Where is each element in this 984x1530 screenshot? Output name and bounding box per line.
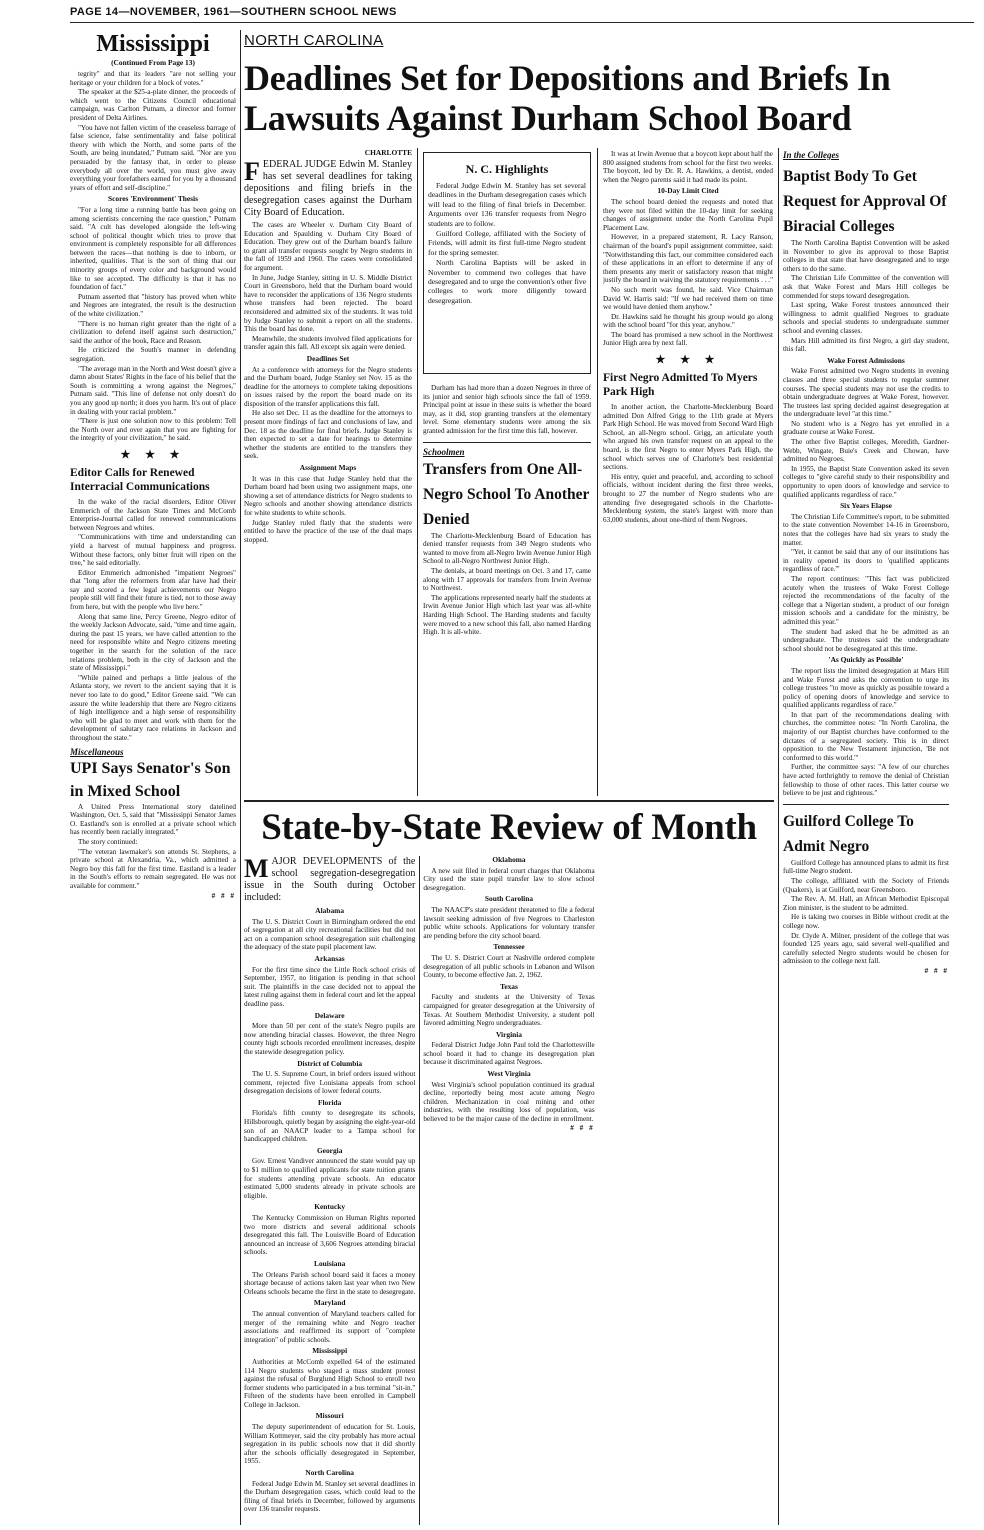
paragraph: In June, Judge Stanley, sitting in U. S. Middle District Court in Greensboro, held that the Durham board would have to reconsider the applications of 136 Negro students whose transfers had been rejected. The board reconsidered and admitted six of the students. It was told by Judge Stanley to submit a report on all the students. This the board has done. (244, 273, 412, 334)
state-paragraph: The U. S. District Court at Nashville ordered complete desegregation of all public schools in Lebanon and Wilson County, to become effective Jan. 2, 1962. (423, 953, 595, 980)
paragraph: He is taking two courses in Bible without credit at the college now. (783, 913, 949, 930)
paragraph: "There is just one solution now to this problem: Tell the North over and over again that you are fighting for the integrity of your civilization," he said. (70, 417, 236, 443)
state-subhead: West Virginia (487, 1069, 531, 1079)
drop-cap: F (244, 157, 260, 186)
paragraph: The Christian Life Committee's report, to be submitted to the state convention November 14-16 in Greensboro, notes that the colleges have had six years to study the matter. (783, 512, 949, 547)
running-head: PAGE 14—NOVEMBER, 1961—SOUTHERN SCHOOL NEWS (70, 6, 397, 18)
paragraph: No student who is a Negro has yet enrolled in a graduate course at Wake Forest. (783, 419, 949, 437)
paragraph: He also set Dec. 11 as the deadline for the attorneys to present more findings of fact and conclusions of law, and Dec. 18 as the deadline for final briefs. Judge Stanley is then expected to set a date for hearings to determine whether the students are entitled to the transfers they seek. (244, 409, 412, 461)
paragraph: The other five Baptist colleges, Meredith, Gardner-Webb, Wingate, Buie's Creek and Chowan, have admitted no Negroes. (783, 438, 949, 464)
column-rule (778, 148, 779, 1525)
guilford-headline: Guilford College To Admit Negro (783, 812, 914, 855)
paragraph: tegrity" and that its leaders "are not selling your heritage or your children for a block of votes." (70, 70, 236, 87)
lead-text: EDERAL JUDGE Edwin M. Stanley has set several deadlines for taking depositions and filing briefs in the desegregation cases against the Durham City Board of Education. (244, 159, 412, 218)
section-stars: ★ ★ ★ (120, 448, 186, 461)
state-paragraph: The U. S. District Court in Birmingham ordered the end of segregation at all city recreational facilities but did not act on a companion school desegregation suit challenging the adequacy of the state pupil placement law. (244, 917, 416, 952)
state-subhead: Louisiana (314, 1258, 346, 1268)
paragraph: North Carolina Baptists will be asked in November to commend two colleges that have desegregated and to urge the convention's other five colleges to work more diligently toward desegregation. (428, 258, 586, 305)
nc-body (244, 221, 412, 544)
upi-body (70, 802, 236, 900)
paragraph: "The veteran lawmaker's son attends St. Stephens, a private school at Alexandria, Va., which admitted a Negro boy this fall for the first time. Eastland is a leader in the South's efforts to remain segregated. He was not available for comment." (70, 847, 236, 890)
paragraph: "Communications with time and understanding can yield a harvest of mutual happiness and progress. Without these factors, only bitter fruit will ripen on the tree," he said editorially. (70, 533, 236, 568)
state-paragraph: Faculty and students at the University of Texas campaigned for greater desegregation at the University of Texas. At Southern Methodist University, a student poll favored admitting Negro undergraduates. (423, 993, 595, 1028)
state-list (244, 856, 595, 1525)
state-paragraph: The U. S. Supreme Court, in brief orders issued without comment, rejected five Louisiana appeals from school desegregation decisions of lower federal courts. (244, 1070, 416, 1096)
review-rule (244, 800, 774, 802)
paragraph: The speaker at the $25-a-plate dinner, the proceeds of which went to the Citizens Council educational campaign, was Carlton Putnam, a director and former president of Delta Airlines. (70, 88, 236, 122)
paragraph: In 1955, the Baptist State Convention asked its seven colleges to "give careful study to their responsibility and opportunity to open doors of knowledge and service to qualified applicants regardless of race." (783, 464, 949, 499)
paragraph: "The average man in the North and West doesn't give a damn about States' Rights in the face of his belief that the South is committing a wrong against the Negroes," Putnam said. "This line of defense not only doesn't do you any good up north; it does you harm. It's out of place in dealing with your racial problem." (70, 364, 236, 416)
mississippi-body (70, 70, 236, 443)
state-subhead: Alabama (315, 906, 345, 915)
state-subhead: Maryland (313, 1298, 346, 1308)
paragraph: It was at Irwin Avenue that a boycott kept about half the 800 assigned students from school for the first two weeks. The boycott, led by Dr. R. A. Hawkins, a dentist, ended when the Negro parents said it had made its point. (603, 150, 773, 184)
state-paragraph: The NAACP's state president threatened to file a federal lawsuit seeking admission of five Negroes to Charleston public white schools. Applications for voluntary transfer are pending before the city school board. (423, 905, 595, 940)
paragraph: The student had asked that he be admitted as an undergraduate. The trustees said the undergraduate school should not be desegregated at this time. (783, 627, 949, 653)
paragraph: The story continued: (78, 837, 138, 846)
paragraph: He criticized the South's manner in defending segregation. (70, 346, 236, 363)
paragraph: "You have not fallen victim of the ceaseless barrage of false science, false sentimentality and false political theory with which the North, and some parts of the South, are being inundated," Putnam said. "Nor are you persuaded by the fantasy that, in order to please everybody all over the world, you must give away everything your forefathers earned for you by a thousand years of effort and self-discipline." (70, 123, 236, 192)
review-lead-text: AJOR DEVELOPMENTS of the school segregation-desegregation issue in the South during October included: (244, 856, 416, 903)
nc-lead-column (244, 148, 412, 796)
paragraph: The Christian Life Committee of the convention will ask that Wake Forest and Mars Hill colleges be commended for steps toward desegregation. (783, 274, 949, 300)
paragraph: "For a long time a running battle has been going on among scientists concerning the race question," Putnam said. "A cult has developed alongside the left-wing school of political thought which tries to prove that environment is completely responsible for all differences between the races—that nothing is due to inborn, or inherited, qualities. That is the sort of thing that our minority groups of every color and background would like to see accepted. The difficulty is that it has no foundation of fact." (70, 205, 236, 292)
paragraph: The cases are Wheeler v. Durham City Board of Education and Spaulding v. Durham City Board of Education. They grew out of the Durham board's failure to grant all transfer requests sought by Negro students in the fall of 1959 and 1960. The cases were consolidated for argument. (244, 221, 412, 272)
divider (423, 442, 591, 443)
end-mark: # # # (924, 966, 949, 975)
divider (783, 804, 949, 805)
paragraph: The Charlotte-Mecklenburg Board of Education has denied transfer requests from 349 Negro students who wanted to move from all-Negro Irwin Avenue Junior High School to all-Negro Northwest Junior High. (423, 531, 591, 566)
paragraph: At a conference with attorneys for the Negro students and the Durham board, Judge Stanley set Nov. 15 as the deadline for the attorneys to complete taking depositions on issues raised by the report the board made on its disposition of the transfer applications this fall. (244, 365, 412, 408)
paragraph: The report lists the limited desegregation at Mars Hill and Wake Forest and asks the convention to urge its college trustees "to move as quickly as possible toward a policy of opening doors of knowledge and service to qualified applicants regardless of race." (783, 666, 949, 710)
subhead: 'As Quickly as Possible' (828, 655, 904, 665)
continued-note: (Continued From Page 13) (111, 58, 195, 67)
state-subhead: North Carolina (305, 1468, 354, 1478)
paragraph: Federal Judge Edwin M. Stanley has set several deadlines in the Durham desegregation cases which will lead to the filing of final briefs in December. Arguments over 136 transfer requests from Negro students are to follow. (428, 181, 586, 228)
irwin-body (603, 150, 773, 348)
lead-paragraph (244, 159, 412, 219)
paragraph: "There is no human right greater than the right of a civilization to defend itself against such destruction," said the author of the book, Race and Reason. (70, 319, 236, 345)
column-rule (240, 30, 241, 1525)
dateline: CHARLOTTE (364, 148, 412, 157)
highlights-column (428, 158, 586, 370)
state-subhead: Florida (317, 1097, 342, 1107)
state-subhead: Virginia (495, 1029, 522, 1039)
paragraph: Judge Stanley ruled flatly that the students were entitled to have the practice of the use of the dual maps stopped. (244, 518, 412, 544)
paragraph: The board has promised a new school in the Northwest Junior High area by next fall. (603, 330, 773, 348)
drop-cap: M (244, 856, 269, 883)
myers-headline: First Negro Admitted To Myers Park High (603, 372, 758, 399)
misc-kicker: Miscellaneous (70, 746, 124, 757)
colleges-column (783, 150, 949, 1525)
paragraph: No such merit was found, he said. Vice Chairman David W. Harris said: "If we had received them on time we would have denied them anyhow." (603, 285, 773, 312)
paragraph: However, in a prepared statement, R. Lacy Ranson, chairman of the board's pupil assignment committee, said: "Notwithstanding this fact, our committee considered each of these applications in an effort to determine if any of them presents any merit or satisfactory reason that might justify the board in waiving the statutory requirements . . ." (603, 233, 773, 285)
state-subhead: Missouri (315, 1411, 344, 1421)
state-subhead: Tennessee (493, 942, 525, 952)
state-subhead: Arkansas (314, 953, 345, 963)
paragraph: The college, affiliated with the Society of Friends (Quakers), is at Guilford, near Greensboro. (783, 877, 949, 894)
subhead: 10-Day Limit Cited (657, 186, 719, 196)
column-rule (417, 148, 418, 796)
state-paragraph: Federal Judge Edwin M. Stanley set several deadlines in the Durham desegregation cases, which could lead to the filing of final briefs in December, followed by arguments over 136 transfer requests. (244, 1479, 416, 1514)
state-paragraph: The annual convention of Maryland teachers called for merger of the remaining white and Negro teacher associations and reaffirmed its support of "complete integration" of public schools. (244, 1309, 416, 1344)
subhead: Six Years Elapse (840, 501, 892, 511)
paragraph: In the wake of the racial disorders, Editor Oliver Emmerich of the Jackson State Times and McComb Enterprise-Journal called for renewed communications between Negroes and whites. (70, 497, 236, 532)
review-body (244, 856, 774, 1525)
paragraph: The North Carolina Baptist Convention will be asked in November to give its approval to those Baptist colleges in that state that have desegregated and to urge others to do the same. (783, 239, 949, 273)
paragraph: Guilford College has announced plans to admit its first full-time Negro student. (783, 858, 949, 876)
state-paragraph: Federal District Judge John Paul told the Charlottesville school board it had to change its desegregation plan because it discriminated against Negroes. (423, 1041, 595, 1067)
state-paragraph: Gov. Ernest Vandiver announced the state would pay up to $1 million to qualified applicants for state tuition grants for students attending private schools. An educator estimated 5,000 students already in private schools are eligible. (244, 1157, 416, 1200)
main-headline: Deadlines Set for Depositions and Briefs In Lawsuits Against Durham School Board (244, 58, 891, 138)
paragraph: Wake Forest admitted two Negro students in evening classes and three special students to regular summer courses. The special students may not use the credits to obtain undergraduate degrees at Wake Forest, however. The trustees last spring decided against desegregation at the undergraduate level "at this time." (783, 367, 949, 419)
schoolmen-kicker: Schoolmen (423, 446, 465, 457)
paragraph: Meanwhile, the students involved filed applications for transfer again this fall. All except six again were denied. (244, 334, 412, 352)
upi-headline: UPI Says Senator's Son in Mixed School (70, 759, 231, 800)
paragraph: "While pained and perhaps a little jealous of the Atlanta story, we revert to the ancient saying that it is never too late to do good," Editor Greene said. "We can assure the white leadership that there are Negro citizens of high intelligence and a high sense of responsibility who will be glad to meet and work with them for the development of salutary race relations in Jackson and throughout the state." (70, 673, 236, 742)
durham-note (423, 384, 591, 436)
end-mark: # # # (211, 891, 236, 900)
paragraph: Dr. Clyde A. Milner, president of the college that was founded 125 years ago, said several well-qualified and carefully selected Negro students would be chosen for admission to the college next fall. (783, 931, 949, 966)
guilford-body (783, 858, 949, 975)
state-subhead: Texas (500, 981, 518, 991)
end-mark: # # # (570, 1123, 595, 1132)
paragraph: The denials, at board meetings on Oct. 3 and 17, came along with 17 approvals for transfers from Irwin Avenue to Northwest. (423, 566, 591, 593)
state-subhead: Mississippi (312, 1346, 348, 1356)
paragraph: Dr. Hawkins said he thought his group would go along with the school board "for this year, anyhow." (603, 312, 773, 330)
baptist-body (783, 239, 949, 798)
subhead: Assignment Maps (299, 463, 357, 473)
mississippi-title: Mississippi (96, 31, 210, 57)
editor-body (70, 498, 236, 743)
paragraph: Further, the committee says: "A few of our churches have acted forthrightly to remove the denial of Christian fellowship to those of other races. This latter course we believe to be just and righteous." (783, 763, 949, 798)
paragraph: In another action, the Charlotte-Mecklenburg Board admitted Don Alfred Grigg to the 11th grade at Myers Park High School. He was moved from Second Ward High School, an all-Negro school. Grigg, an articulate youth who argued his own transfer request on an appeal to the board, is the first Negro to enter Myers Park High, the school which serves one of Charlotte's best residential sections. (603, 403, 773, 472)
state-paragraph: The Orleans Parish school board said it faces a money shortage because of actions taken last year when two New Orleans schools became the first in the state to desegregate. (244, 1270, 416, 1296)
paragraph: A United Press International story datelined Washington, Oct. 5, said that "Mississippi Senator James O. Eastland's son is enrolled at a private school which has recently been racially integrated." (70, 802, 236, 837)
paragraph: Editor Emmerich admonished "impatient Negroes" that "long after the reformers from afar have had their say and scored a few legal achievements our Negro people still will find their future is tied, not to those away from here, but with the people who live here." (70, 568, 236, 612)
paragraph: Along that same line, Percy Greene, Negro editor of the weekly Jackson Advocate, said, "time and time again, during the past 15 years, we have called attention to the need for responsible white and Negro citizens meeting together in the search for the solution of the race relations problem, both in the city of Jackson and the state of Mississippi." (70, 612, 236, 673)
paragraph: In that part of the recommendations dealing with churches, the committee notes: "In North Carolina, the majority of our Baptist churches have conformed to the dictates of a segregated society. This is in direct opposition to the New Testament injunction, 'Be not conformed to this world.'" (783, 710, 949, 762)
highlights-title: N. C. Highlights (465, 162, 549, 176)
section-stars: ★ ★ ★ (655, 354, 721, 367)
paragraph: The school board denied the requests and noted that they were not filed within the 10-day limit for seeking changes of assignment under the North Carolina Pupil Placement Law. (603, 197, 773, 232)
paragraph: His entry, quiet and peaceful, and, according to school officials, without incident during the first three weeks, brought to 27 the number of Negro students who are attending five desegregated schools in the Charlotte-Mecklenburg system, the state's largest with more than 63,000 students, about one-third of them Negroes. (603, 472, 773, 524)
state-paragraph: The Kentucky Commission on Human Rights reported two more districts and several additional schools desegregated this fall. The Louisville Board of Education announced an increase of 3,606 Negroes attending biracial schools. (244, 1214, 416, 1257)
myers-body (603, 403, 773, 524)
paragraph: "Yet, it cannot be said that any of our institutions has in reality opened its doors to 'qualified applicants regardless of race.'" (783, 548, 949, 574)
highlights-body (428, 181, 586, 305)
state-subhead: District of Columbia (297, 1058, 363, 1068)
state-subhead: Kentucky (314, 1202, 346, 1212)
mississippi-column (70, 30, 236, 1520)
paragraph: Mars Hill admitted its first Negro, a girl day student, this fall. (783, 336, 949, 354)
subhead: Scores 'Environment' Thesis (108, 194, 198, 204)
transfers-headline: Transfers from One All-Negro School To Another Denied (423, 460, 590, 528)
editor-headline: Editor Calls for Renewed Interracial Communications (70, 466, 210, 493)
paragraph: It was in this case that Judge Stanley held that the Durham board had been using two assignment maps, one showing a set of attendance districts for Negro students to Negro schools and another showing attendance districts for white students to white schools. (244, 474, 412, 517)
state-subhead: South Carolina (484, 894, 534, 904)
transfers-body (423, 532, 591, 637)
column-rule (597, 148, 598, 796)
state-paragraph: Florida's fifth county to desegregate its schools, Hillsborough, quietly began by assigning the eight-year-old son of an NAACP leader to a Tampa school for handicapped children. (244, 1109, 416, 1144)
colleges-kicker: In the Colleges (783, 150, 840, 160)
paragraph: Last spring, Wake Forest trustees announced their willingness to admit qualified Negroes to graduate schools and special students to undergraduate summer school and evening classes. (783, 301, 949, 335)
top-rule (70, 22, 974, 23)
state-subhead: Oklahoma (492, 856, 526, 864)
state-subhead: Delaware (314, 1010, 345, 1020)
schoolmen-column (423, 384, 591, 796)
charlotte-column (603, 150, 773, 796)
paragraph: The report continues: "This fact was publicized acutely when the trustees of Wake Forest College rejected the recommendations of the faculty of the college that a Nigerian student, a product of our foreign mission schools and a candidate for the ministry, be admitted this year." (783, 574, 949, 626)
section-label: NORTH CAROLINA (244, 32, 384, 49)
state-subhead: Georgia (316, 1145, 343, 1155)
state-paragraph: The deputy superintendent of education for St. Louis, William Kottmeyer, said the city probably has more actual segregation in its public schools now that it did shortly after the schools officially desegregated in September, 1955. (244, 1423, 416, 1466)
paragraph: Durham has had more than a dozen Negroes in three of its junior and senior high schools since the fall of 1959. Principal point at issue in these suits is whether the board may, as it did, stop granting transfers at the elementary level. Some elementary students were among the six granted admission for the first time this fall, however. (423, 384, 591, 435)
paragraph: Guilford College, affiliated with the Society of Friends, will admit its first full-time Negro student for the spring semester. (428, 229, 586, 257)
baptist-headline: Baptist Body To Get Request for Approval Of Biracial Colleges (783, 168, 947, 235)
state-paragraph: A new suit filed in federal court charges that Oklahoma City used the state pupil transfer law to slow school desegregation. (423, 866, 595, 892)
review-lead (244, 856, 415, 904)
state-paragraph: For the first time since the Little Rock school crisis of September, 1957, no litigation is pending in that school suit. The plaintiffs in the case decided not to appeal the latest ruling against them in federal court and let the appeal deadline pass. (244, 965, 416, 1008)
state-paragraph: More than 50 per cent of the state's Negro pupils are now attending biracial classes. However, the three Negro county high schools recorded enrollment increases, despite the statewide desegregation policy. (244, 1022, 416, 1056)
paragraph: The Rev. A. M. Hall, an African Methodist Episcopal Zion minister, is the student to be admitted. (783, 895, 949, 912)
paragraph: The applications represented nearly half the students at Irwin Avenue Junior High which last year was all-white Harding High School. The Harding students and faculty were moved to a new school this fall, also named Harding High. It is all-white. (423, 593, 591, 637)
subhead: Deadlines Set (306, 353, 350, 363)
state-paragraph: Authorities at McComb expelled 64 of the estimated 114 Negro students who staged a mass student protest against the refusal of Burglund High School to enroll two former students who participated in a bus terminal "sit-in." Fifteen of the students have been enrolled in Campbell College in Jackson. (244, 1357, 416, 1409)
subhead: Wake Forest Admissions (827, 355, 905, 365)
paragraph: Putnam asserted that "history has proved when white and Negroes are integrated, the result is the destruction of the white civilization." (70, 292, 236, 319)
review-headline: State-by-State Review of Month (261, 807, 757, 848)
state-paragraph: West Virginia's school population continued its gradual decline, reportedly being most acute among Negro children. Mechanization in coal mining and other industries, with the resulting loss of population, was believed to be the major cause of the decline in enrollment. (423, 1080, 595, 1124)
